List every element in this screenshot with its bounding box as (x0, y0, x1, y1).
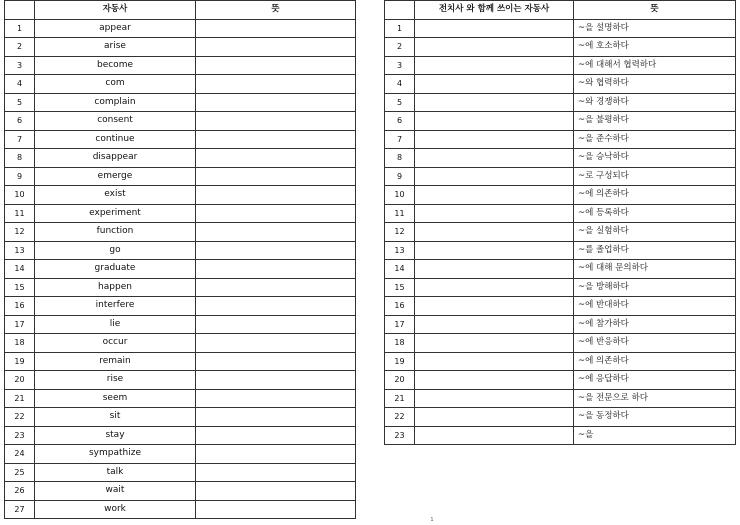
row-number: 3 (385, 56, 415, 75)
table-row (385, 241, 736, 260)
row-number: 16 (5, 297, 35, 316)
verb-cell[interactable]: remain (35, 352, 196, 371)
meaning-cell[interactable]: ~에 반대하다 (574, 297, 736, 316)
row-number: 4 (385, 75, 415, 94)
meaning-cell[interactable]: ~에 참가하다 (574, 315, 736, 334)
row-number: 10 (5, 186, 35, 205)
table-row (5, 130, 356, 149)
row-number: 17 (385, 315, 415, 334)
meaning-cell[interactable] (196, 334, 356, 353)
table-row (5, 371, 356, 390)
table-row (5, 75, 356, 94)
row-number: 6 (385, 112, 415, 131)
row-number: 4 (5, 75, 35, 94)
meaning-cell[interactable]: ~을 준수하다 (574, 130, 736, 149)
verb-cell[interactable]: complain (35, 93, 196, 112)
meaning-cell[interactable]: ~에 대해서 협력하다 (574, 56, 736, 75)
verb-cell[interactable] (415, 389, 574, 408)
verb-cell[interactable] (415, 241, 574, 260)
left-table-body (5, 19, 356, 519)
table-row (385, 38, 736, 57)
table-row (5, 334, 356, 353)
right-table-body (385, 19, 736, 445)
row-number: 7 (5, 130, 35, 149)
table-row (385, 223, 736, 242)
table-row (5, 297, 356, 316)
meaning-cell[interactable]: ~을 실험하다 (574, 223, 736, 242)
meaning-cell[interactable] (196, 38, 356, 57)
verb-cell[interactable]: emerge (35, 167, 196, 186)
meaning-cell[interactable] (196, 500, 356, 519)
verb-cell[interactable]: experiment (35, 204, 196, 223)
row-number: 22 (5, 408, 35, 427)
verb-cell[interactable]: happen (35, 278, 196, 297)
table-row (5, 426, 356, 445)
table-row (385, 75, 736, 94)
verb-cell[interactable]: wait (35, 482, 196, 501)
row-number: 10 (385, 186, 415, 205)
row-number: 8 (385, 149, 415, 168)
meaning-cell[interactable] (196, 389, 356, 408)
verb-cell[interactable]: consent (35, 112, 196, 131)
verb-cell[interactable] (415, 167, 574, 186)
table-row (5, 204, 356, 223)
verb-cell[interactable] (415, 260, 574, 279)
table-row (385, 204, 736, 223)
row-number: 16 (385, 297, 415, 316)
verb-cell[interactable]: sit (35, 408, 196, 427)
meaning-cell[interactable]: ~에 대해 문의하다 (574, 260, 736, 279)
verb-cell[interactable] (415, 38, 574, 57)
row-number: 13 (385, 241, 415, 260)
verb-cell[interactable] (415, 315, 574, 334)
row-number: 8 (5, 149, 35, 168)
table-row (5, 389, 356, 408)
intransitive-verbs-table (4, 0, 356, 519)
meaning-cell[interactable] (196, 204, 356, 223)
verb-cell[interactable]: go (35, 241, 196, 260)
row-number: 23 (385, 426, 415, 445)
meaning-cell[interactable] (196, 463, 356, 482)
meaning-cell[interactable] (196, 352, 356, 371)
meaning-cell[interactable] (196, 93, 356, 112)
verb-cell[interactable]: graduate (35, 260, 196, 279)
verb-cell[interactable] (415, 186, 574, 205)
verb-cell[interactable] (415, 223, 574, 242)
meaning-cell[interactable] (196, 315, 356, 334)
table-row (385, 278, 736, 297)
verb-cell[interactable] (415, 371, 574, 390)
meaning-cell[interactable] (196, 445, 356, 464)
table-row (5, 241, 356, 260)
table-row (5, 19, 356, 38)
verb-cell[interactable]: sympathize (35, 445, 196, 464)
verb-cell[interactable] (415, 149, 574, 168)
table-row (5, 500, 356, 519)
header-meaning: 뜻 (196, 1, 356, 20)
row-number: 2 (5, 38, 35, 57)
table-row (385, 93, 736, 112)
table-row (5, 482, 356, 501)
verb-cell[interactable] (415, 56, 574, 75)
table-row (5, 463, 356, 482)
row-number: 15 (5, 278, 35, 297)
meaning-cell[interactable] (196, 482, 356, 501)
meaning-cell[interactable]: ~와 협력하다 (574, 75, 736, 94)
table-row (5, 186, 356, 205)
verb-cell[interactable]: rise (35, 371, 196, 390)
table-row (385, 130, 736, 149)
row-number: 11 (385, 204, 415, 223)
meaning-cell[interactable] (196, 260, 356, 279)
row-number: 6 (5, 112, 35, 131)
table-row (385, 334, 736, 353)
verb-cell[interactable] (415, 75, 574, 94)
meaning-cell[interactable]: ~에 의존하다 (574, 186, 736, 205)
row-number: 2 (385, 38, 415, 57)
table-row (5, 149, 356, 168)
table-row (5, 278, 356, 297)
verb-cell[interactable]: continue (35, 130, 196, 149)
table-row (5, 93, 356, 112)
table-row (385, 426, 736, 445)
verb-cell[interactable]: arise (35, 38, 196, 57)
verb-cell[interactable]: stay (35, 426, 196, 445)
row-number: 19 (385, 352, 415, 371)
meaning-cell[interactable] (196, 167, 356, 186)
meaning-cell[interactable] (196, 278, 356, 297)
row-number: 23 (5, 426, 35, 445)
table-row (385, 352, 736, 371)
table-row (5, 315, 356, 334)
verb-cell[interactable] (415, 112, 574, 131)
row-number: 5 (385, 93, 415, 112)
row-number: 1 (5, 19, 35, 38)
row-number: 18 (385, 334, 415, 353)
row-number: 27 (5, 500, 35, 519)
row-number: 14 (5, 260, 35, 279)
meaning-cell[interactable]: ~을 방해하다 (574, 278, 736, 297)
row-number: 12 (5, 223, 35, 242)
row-number: 12 (385, 223, 415, 242)
verb-cell[interactable]: lie (35, 315, 196, 334)
meaning-cell[interactable]: ~을 설명하다 (574, 19, 736, 38)
meaning-cell[interactable]: ~에 반응하다 (574, 334, 736, 353)
page-marker: 1 (430, 517, 434, 523)
table-row (5, 352, 356, 371)
table-row (5, 223, 356, 242)
verb-cell[interactable] (415, 297, 574, 316)
verb-cell[interactable] (415, 334, 574, 353)
verb-cell[interactable] (415, 130, 574, 149)
table-header-row (5, 1, 356, 20)
row-number: 25 (5, 463, 35, 482)
meaning-cell[interactable] (196, 130, 356, 149)
table-row (5, 56, 356, 75)
row-number: 14 (385, 260, 415, 279)
header-verb: 자동사 (35, 1, 196, 20)
row-number: 18 (5, 334, 35, 353)
table-row (385, 167, 736, 186)
row-number: 21 (5, 389, 35, 408)
meaning-cell[interactable]: ~에 응답하다 (574, 371, 736, 390)
meaning-cell[interactable]: ~을 불평하다 (574, 112, 736, 131)
meaning-cell[interactable]: ~에 등록하다 (574, 204, 736, 223)
verb-cell[interactable]: com (35, 75, 196, 94)
verb-cell[interactable]: disappear (35, 149, 196, 168)
row-number: 9 (385, 167, 415, 186)
meaning-cell[interactable] (196, 149, 356, 168)
header-number (5, 1, 35, 20)
table-row (385, 19, 736, 38)
meaning-cell[interactable] (196, 223, 356, 242)
row-number: 17 (5, 315, 35, 334)
row-number: 3 (5, 56, 35, 75)
meaning-cell[interactable] (196, 112, 356, 131)
row-number: 7 (385, 130, 415, 149)
row-number: 9 (5, 167, 35, 186)
table-row (5, 112, 356, 131)
verb-cell[interactable] (415, 19, 574, 38)
table-row (385, 112, 736, 131)
meaning-cell[interactable] (196, 19, 356, 38)
header-verb-with-preposition: 전치사 와 함께 쓰이는 자동사 (415, 1, 574, 20)
table-row (385, 56, 736, 75)
header-number (385, 1, 415, 20)
meaning-cell[interactable] (196, 241, 356, 260)
verb-cell[interactable] (415, 204, 574, 223)
table-row (385, 315, 736, 334)
verb-cell[interactable]: exist (35, 186, 196, 205)
row-number: 20 (5, 371, 35, 390)
meaning-cell[interactable] (196, 297, 356, 316)
table-row (385, 408, 736, 427)
table-row (385, 371, 736, 390)
row-number: 1 (385, 19, 415, 38)
meaning-cell[interactable]: ~로 구성되다 (574, 167, 736, 186)
table-row (5, 408, 356, 427)
table-row (385, 297, 736, 316)
table-row (385, 260, 736, 279)
verb-cell[interactable] (415, 93, 574, 112)
verb-cell[interactable] (415, 352, 574, 371)
meaning-cell[interactable] (196, 408, 356, 427)
row-number: 13 (5, 241, 35, 260)
row-number: 20 (385, 371, 415, 390)
verb-cell[interactable] (415, 408, 574, 427)
verb-cell[interactable]: interfere (35, 297, 196, 316)
table-row (5, 445, 356, 464)
table-row (5, 38, 356, 57)
verb-cell[interactable]: work (35, 500, 196, 519)
row-number: 15 (385, 278, 415, 297)
meaning-cell[interactable]: ~을 전문으로 하다 (574, 389, 736, 408)
meaning-cell[interactable]: ~를 졸업하다 (574, 241, 736, 260)
verb-cell[interactable]: occur (35, 334, 196, 353)
verb-cell[interactable]: talk (35, 463, 196, 482)
meaning-cell[interactable]: ~에 의존하다 (574, 352, 736, 371)
row-number: 19 (5, 352, 35, 371)
meaning-cell[interactable] (196, 186, 356, 205)
table-row (5, 167, 356, 186)
row-number: 26 (5, 482, 35, 501)
verb-cell[interactable] (415, 278, 574, 297)
meaning-cell[interactable]: ~을 동정하다 (574, 408, 736, 427)
verb-cell[interactable]: seem (35, 389, 196, 408)
row-number: 22 (385, 408, 415, 427)
meaning-cell[interactable]: ~에 호소하다 (574, 38, 736, 57)
row-number: 5 (5, 93, 35, 112)
row-number: 11 (5, 204, 35, 223)
table-row (385, 149, 736, 168)
verb-cell[interactable]: become (35, 56, 196, 75)
header-meaning: 뜻 (574, 1, 736, 20)
table-row (385, 186, 736, 205)
meaning-cell[interactable]: ~와 경쟁하다 (574, 93, 736, 112)
row-number: 24 (5, 445, 35, 464)
meaning-cell[interactable]: ~을 승낙하다 (574, 149, 736, 168)
meaning-cell[interactable] (196, 371, 356, 390)
table-header-row (385, 1, 736, 20)
table-row (385, 389, 736, 408)
row-number: 21 (385, 389, 415, 408)
prepositional-verbs-table (384, 0, 736, 445)
meaning-cell[interactable] (196, 75, 356, 94)
verb-cell[interactable]: function (35, 223, 196, 242)
meaning-cell[interactable] (196, 56, 356, 75)
table-row (5, 260, 356, 279)
verb-cell[interactable] (415, 426, 574, 445)
meaning-cell[interactable] (196, 426, 356, 445)
meaning-cell[interactable]: ~을 (574, 426, 736, 445)
verb-cell[interactable]: appear (35, 19, 196, 38)
